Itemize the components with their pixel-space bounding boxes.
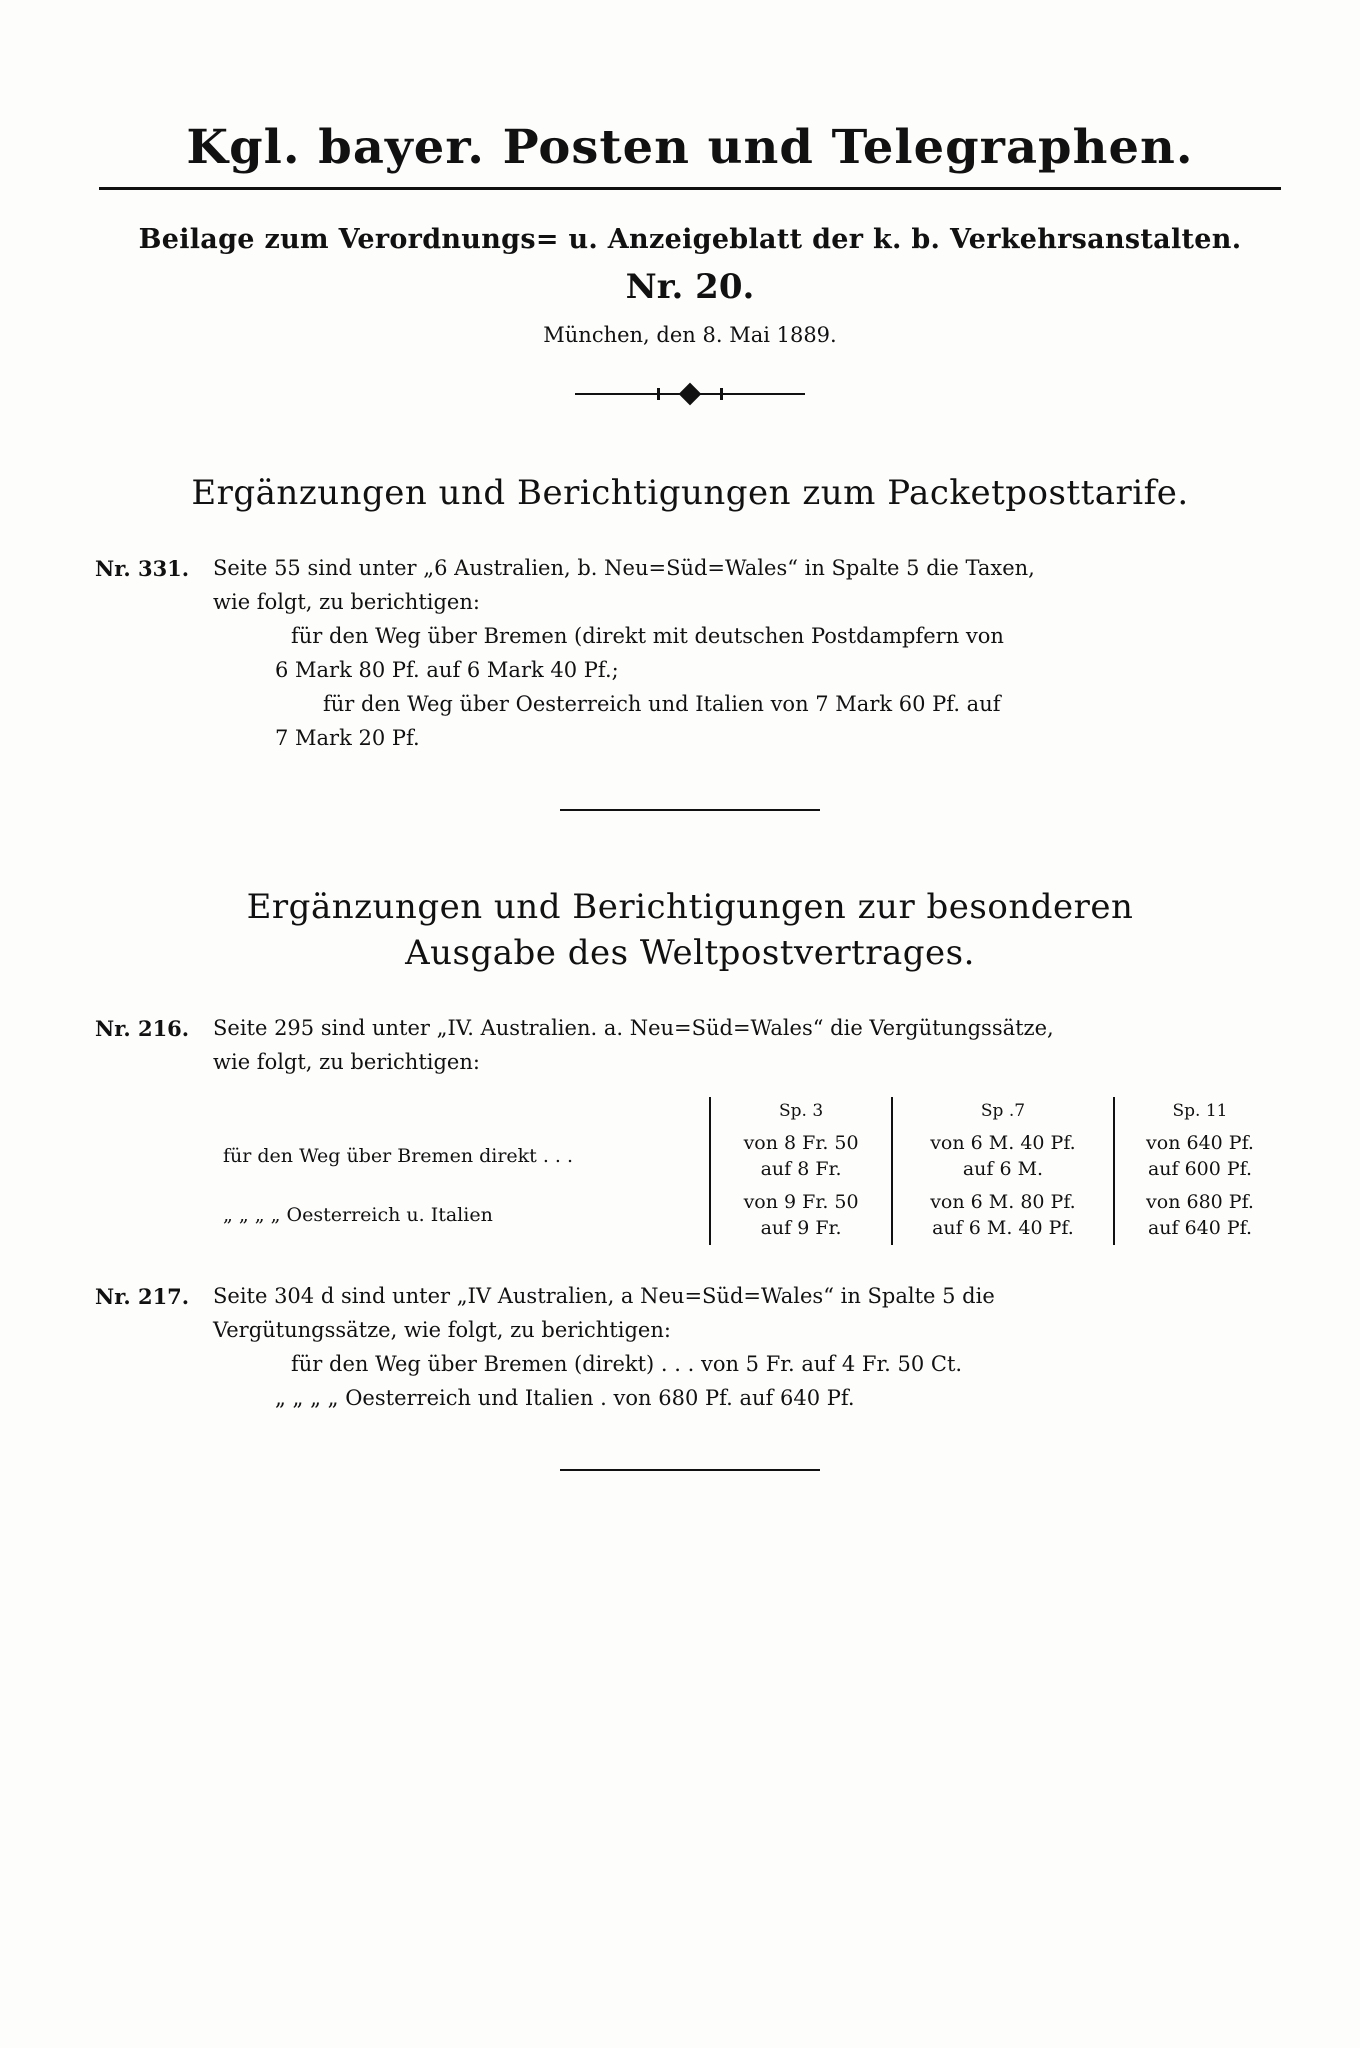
rate-to: auf 6 M. (962, 1158, 1044, 1181)
rate-from: von 9 Fr. 50 (743, 1190, 859, 1213)
entry-217 (95, 1279, 1285, 1415)
table-corner-cell (213, 1097, 710, 1127)
rate-cell (892, 1127, 1114, 1186)
rate-cell (1114, 1186, 1285, 1245)
entry-number: Nr. 331. (95, 555, 190, 581)
rate-to: auf 600 Pf. (1147, 1158, 1253, 1181)
entry-line: für den Weg über Bremen (direkt mit deutschen Postdampfern von (291, 623, 1004, 648)
table-row (213, 1127, 1285, 1186)
entry-line: wie folgt, zu berichtigen: (213, 1049, 480, 1074)
row-label: „ „ „ „ Oesterreich u. Italien (223, 1204, 493, 1227)
ornament-divider-icon (575, 383, 805, 405)
entry-331 (95, 551, 1285, 755)
rate-cell (1114, 1127, 1285, 1186)
section-heading-packetposttarife: Ergänzungen und Berichtigungen zum Packetposttarife. (191, 473, 1189, 513)
rate-to: auf 6 M. 40 Pf. (932, 1217, 1074, 1240)
masthead-rule (99, 187, 1281, 190)
rate-table-wrapper (213, 1097, 1285, 1245)
row-label: für den Weg über Bremen direkt . . . (223, 1144, 574, 1167)
rate-from: von 640 Pf. (1146, 1131, 1254, 1154)
column-header: Sp. 11 (1114, 1097, 1285, 1127)
page-content (95, 120, 1285, 1471)
rate-from: von 680 Pf. (1146, 1190, 1254, 1213)
rate-from: von 6 M. 80 Pf. (930, 1190, 1076, 1213)
section-heading-line-2: Ausgabe des Weltpostvertrages. (405, 932, 975, 973)
entry-line: für den Weg über Bremen (direkt) . . . von 5 Fr. auf 4 Fr. 50 Ct. (291, 1352, 963, 1376)
masthead-subtitle: Beilage zum Verordnungs= u. Anzeigeblatt der k. b. Verkehrsanstalten. (138, 224, 1242, 255)
entry-line: Vergütungssätze, wie folgt, zu berichtigen: (213, 1317, 671, 1342)
rate-to: auf 9 Fr. (760, 1217, 842, 1240)
rate-from: von 8 Fr. 50 (743, 1131, 859, 1154)
table-row (213, 1186, 1285, 1245)
entry-line: „ „ „ „ Oesterreich und Italien . von 680 Pf. auf 640 Pf. (275, 1386, 855, 1411)
rate-from: von 6 M. 40 Pf. (930, 1131, 1076, 1154)
rate-table (213, 1097, 1285, 1245)
rate-cell (892, 1186, 1114, 1245)
entry-line: Seite 55 sind unter „6 Australien, b. Neu=Süd=Wales“ in Spalte 5 die Taxen, (213, 555, 1035, 580)
place-and-date: München, den 8. Mai 1889. (543, 323, 837, 347)
rate-cell (710, 1127, 892, 1186)
entry-number: Nr. 216. (95, 1015, 190, 1041)
entry-216 (95, 1011, 1285, 1245)
column-header: Sp .7 (892, 1097, 1114, 1127)
section-divider (560, 809, 820, 811)
issue-number: Nr. 20. (625, 267, 755, 307)
masthead-title: Kgl. bayer. Posten und Telegraphen. (186, 120, 1194, 175)
section-heading-weltpostvertrag (95, 885, 1285, 977)
entry-line: Seite 304 d sind unter „IV Australien, a Neu=Süd=Wales“ in Spalte 5 die (213, 1283, 995, 1308)
rate-to: auf 8 Fr. (760, 1158, 842, 1181)
entry-line: 7 Mark 20 Pf. (275, 725, 420, 750)
column-header: Sp. 3 (710, 1097, 892, 1127)
table-header-row (213, 1097, 1285, 1127)
entry-line: für den Weg über Oesterreich und Italien von 7 Mark 60 Pf. auf (323, 691, 1001, 716)
entry-line: 6 Mark 80 Pf. auf 6 Mark 40 Pf.; (275, 657, 619, 682)
entry-line: wie folgt, zu berichtigen: (213, 589, 480, 614)
entry-number: Nr. 217. (95, 1283, 190, 1309)
bottom-divider (560, 1469, 820, 1471)
section-heading-line-1: Ergänzungen und Berichtigungen zur besonderen (246, 886, 1134, 927)
entry-line: Seite 295 sind unter „IV. Australien. a. Neu=Süd=Wales“ die Vergütungssätze, (213, 1015, 1054, 1040)
rate-cell (710, 1186, 892, 1245)
rate-to: auf 640 Pf. (1147, 1217, 1253, 1240)
